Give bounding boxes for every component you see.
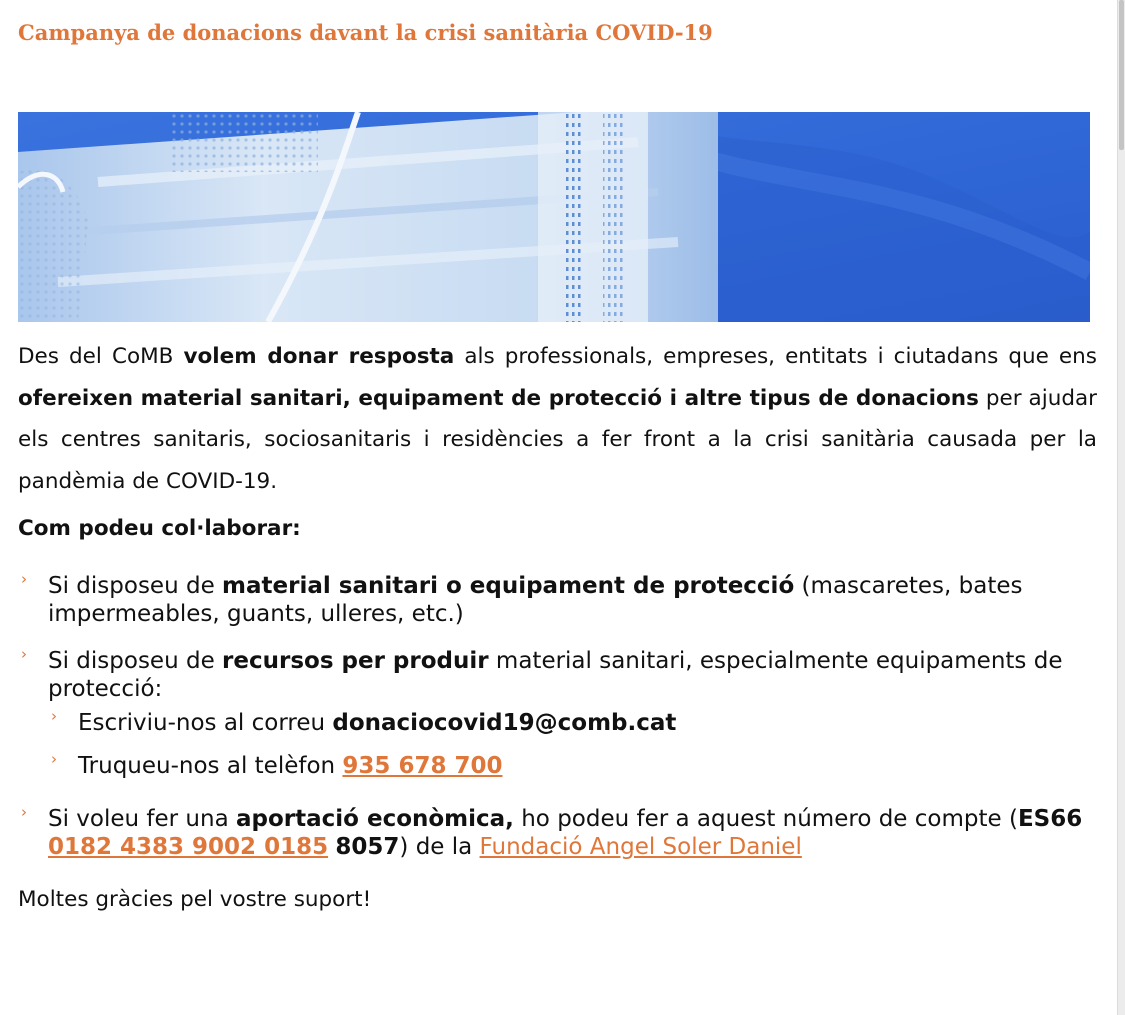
iban-link[interactable] xyxy=(48,834,328,860)
banner-image xyxy=(18,112,1090,322)
collaboration-list xyxy=(18,572,1088,861)
scrollbar-thumb[interactable] xyxy=(1119,0,1124,150)
list-item-material xyxy=(18,572,1088,628)
intro-text-1: Des del CoMB xyxy=(18,344,184,369)
surgical-mask-icon xyxy=(18,112,1090,322)
vertical-scrollbar[interactable] xyxy=(1117,0,1125,1015)
email-label: Escriviu-nos al correu xyxy=(78,710,333,736)
recursos-sublist xyxy=(48,709,1088,780)
recursos-text-2: material sanitari, especialmente equipaments de protecció: xyxy=(48,648,1063,702)
email-address: donaciocovid19@comb.cat xyxy=(332,710,677,736)
chevron-right-icon: › xyxy=(21,570,27,588)
thanks-text: Moltes gràcies pel vostre suport! xyxy=(18,887,372,912)
chevron-right-icon: › xyxy=(51,707,57,725)
page-title: Campanya de donacions davant la crisi sanitària COVID-19 xyxy=(18,20,713,45)
foundation-link[interactable]: Fundació Angel Soler Daniel xyxy=(479,834,802,860)
intro-text-2: als professionals, empreses, entitats i ciutadans que ens xyxy=(454,344,1097,369)
iban-suffix: 8057 xyxy=(335,834,400,860)
intro-bold-2: ofereixen material sanitari, equipament de protecció i altre tipus de donacions xyxy=(18,385,979,411)
economic-bold: aportació econòmica, xyxy=(236,806,514,832)
recursos-text-1: Si disposeu de xyxy=(48,648,223,674)
intro-bold-1: volem donar resposta xyxy=(183,344,455,369)
iban-number: 0182 4383 9002 0185 xyxy=(48,834,329,860)
material-bold: material sanitari o equipament de protecció xyxy=(222,573,795,599)
chevron-right-icon: › xyxy=(21,645,27,663)
economic-text-3: ) de la xyxy=(399,834,480,860)
phone-label: Truqueu-nos al telèfon xyxy=(78,753,343,779)
sublist-item-phone xyxy=(48,752,1088,780)
chevron-right-icon: › xyxy=(51,750,57,768)
recursos-bold: recursos per produir xyxy=(222,648,489,674)
section-heading: Com podeu col·laborar: xyxy=(18,516,301,541)
material-text-2: (mascaretes, bates impermeables, guants, ulleres, etc.) xyxy=(48,573,1023,627)
list-item-recursos xyxy=(18,647,1088,780)
list-item-economic xyxy=(18,805,1088,861)
chevron-right-icon: › xyxy=(21,803,27,821)
sublist-item-email xyxy=(48,709,1088,737)
material-text-1: Si disposeu de xyxy=(48,573,223,599)
economic-text-2: ho podeu fer a aquest número de compte ( xyxy=(513,806,1018,832)
iban-prefix: ES66 xyxy=(1017,806,1083,832)
phone-number: 935 678 700 xyxy=(342,753,503,779)
economic-text-1: Si voleu fer una xyxy=(48,806,236,832)
phone-link[interactable] xyxy=(342,753,502,779)
intro-text-3: per ajudar els centres sanitaris, sociosanitaris i residències a fer front a la crisi sanitària causada per la pandèmia de COVID-19. xyxy=(18,385,1097,494)
intro-paragraph xyxy=(18,336,1097,502)
